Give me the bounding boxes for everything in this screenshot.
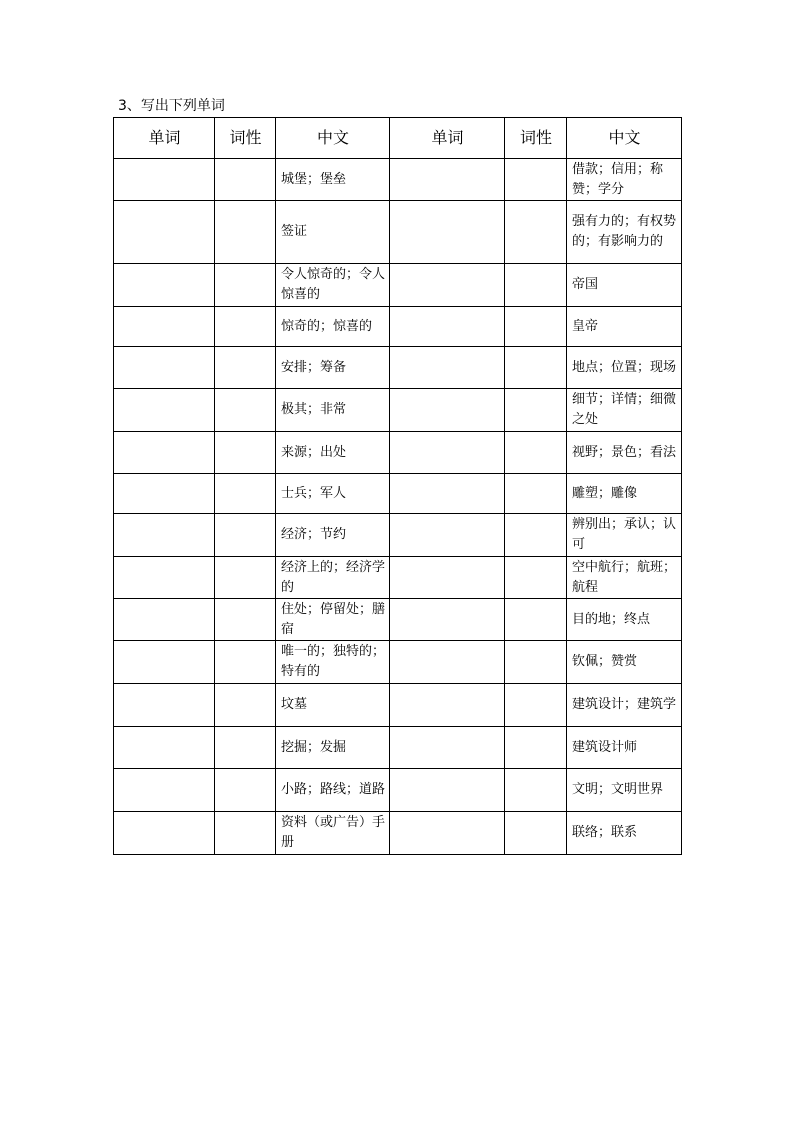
word-left-blank[interactable] — [114, 307, 215, 347]
pos-right-blank[interactable] — [505, 514, 567, 557]
table-row — [114, 557, 682, 599]
chinese-right-cell: 皇帝 — [567, 307, 682, 347]
table-row — [114, 769, 682, 812]
word-right-blank[interactable] — [390, 599, 505, 641]
chinese-right-cell: 地点；位置；现场 — [567, 347, 682, 389]
pos-right-blank[interactable] — [505, 159, 567, 201]
chinese-right-cell: 细节；详情；细微之处 — [567, 389, 682, 432]
pos-left-blank[interactable] — [215, 557, 276, 599]
pos-left-blank[interactable] — [215, 812, 276, 855]
chinese-right-cell: 文明；文明世界 — [567, 769, 682, 812]
word-left-blank[interactable] — [114, 389, 215, 432]
table-row — [114, 432, 682, 474]
pos-left-blank[interactable] — [215, 641, 276, 684]
chinese-left-cell: 签证 — [276, 201, 390, 264]
word-left-blank[interactable] — [114, 599, 215, 641]
word-left-blank[interactable] — [114, 474, 215, 514]
chinese-left-cell: 安排；筹备 — [276, 347, 390, 389]
pos-right-blank[interactable] — [505, 432, 567, 474]
table-row — [114, 599, 682, 641]
chinese-right-cell: 强有力的；有权势的；有影响力的 — [567, 201, 682, 264]
chinese-left-cell: 城堡；堡垒 — [276, 159, 390, 201]
chinese-left-cell: 经济上的；经济学的 — [276, 557, 390, 599]
pos-right-blank[interactable] — [505, 769, 567, 812]
chinese-left-cell: 令人惊奇的；令人惊喜的 — [276, 264, 390, 307]
pos-left-blank[interactable] — [215, 514, 276, 557]
word-right-blank[interactable] — [390, 514, 505, 557]
word-right-blank[interactable] — [390, 389, 505, 432]
pos-left-blank[interactable] — [215, 201, 276, 264]
header-chinese-left: 中文 — [276, 118, 390, 159]
pos-right-blank[interactable] — [505, 599, 567, 641]
table-row — [114, 307, 682, 347]
pos-left-blank[interactable] — [215, 347, 276, 389]
header-chinese-right: 中文 — [567, 118, 682, 159]
word-right-blank[interactable] — [390, 557, 505, 599]
pos-right-blank[interactable] — [505, 727, 567, 769]
table-row — [114, 159, 682, 201]
chinese-left-cell: 士兵；军人 — [276, 474, 390, 514]
vocabulary-table — [113, 117, 682, 855]
chinese-left-cell: 来源；出处 — [276, 432, 390, 474]
pos-left-blank[interactable] — [215, 769, 276, 812]
chinese-left-cell: 住处；停留处；膳宿 — [276, 599, 390, 641]
word-right-blank[interactable] — [390, 769, 505, 812]
word-right-blank[interactable] — [390, 684, 505, 727]
pos-right-blank[interactable] — [505, 347, 567, 389]
word-left-blank[interactable] — [114, 557, 215, 599]
chinese-right-cell: 雕塑；雕像 — [567, 474, 682, 514]
table-row — [114, 727, 682, 769]
chinese-left-cell: 小路；路线；道路 — [276, 769, 390, 812]
pos-left-blank[interactable] — [215, 159, 276, 201]
chinese-left-cell: 惊奇的；惊喜的 — [276, 307, 390, 347]
word-left-blank[interactable] — [114, 727, 215, 769]
word-right-blank[interactable] — [390, 812, 505, 855]
chinese-right-cell: 联络；联系 — [567, 812, 682, 855]
pos-left-blank[interactable] — [215, 599, 276, 641]
chinese-left-cell: 坟墓 — [276, 684, 390, 727]
pos-right-blank[interactable] — [505, 264, 567, 307]
pos-right-blank[interactable] — [505, 641, 567, 684]
chinese-right-cell: 视野；景色；看法 — [567, 432, 682, 474]
word-left-blank[interactable] — [114, 812, 215, 855]
pos-right-blank[interactable] — [505, 557, 567, 599]
chinese-left-cell: 资料（或广告）手册 — [276, 812, 390, 855]
worksheet-heading: 3、写出下列单词 — [118, 98, 225, 114]
chinese-left-cell: 经济；节约 — [276, 514, 390, 557]
pos-left-blank[interactable] — [215, 389, 276, 432]
word-right-blank[interactable] — [390, 201, 505, 264]
chinese-right-cell: 辨别出；承认；认可 — [567, 514, 682, 557]
word-left-blank[interactable] — [114, 264, 215, 307]
pos-left-blank[interactable] — [215, 264, 276, 307]
pos-left-blank[interactable] — [215, 307, 276, 347]
chinese-right-cell: 目的地；终点 — [567, 599, 682, 641]
chinese-right-cell: 钦佩；赞赏 — [567, 641, 682, 684]
pos-left-blank[interactable] — [215, 474, 276, 514]
chinese-left-cell: 唯一的；独特的；特有的 — [276, 641, 390, 684]
table-row — [114, 514, 682, 557]
word-left-blank[interactable] — [114, 432, 215, 474]
word-right-blank[interactable] — [390, 432, 505, 474]
word-right-blank[interactable] — [390, 474, 505, 514]
pos-left-blank[interactable] — [215, 432, 276, 474]
header-pos-left: 词性 — [215, 118, 276, 159]
chinese-left-cell: 极其；非常 — [276, 389, 390, 432]
table-row — [114, 684, 682, 727]
word-left-blank[interactable] — [114, 769, 215, 812]
word-left-blank[interactable] — [114, 514, 215, 557]
word-right-blank[interactable] — [390, 347, 505, 389]
table-row — [114, 389, 682, 432]
word-left-blank[interactable] — [114, 347, 215, 389]
word-left-blank[interactable] — [114, 159, 215, 201]
table-row — [114, 812, 682, 855]
chinese-right-cell: 借款；信用；称赞；学分 — [567, 159, 682, 201]
table-row — [114, 264, 682, 307]
pos-left-blank[interactable] — [215, 727, 276, 769]
chinese-left-cell: 挖掘；发掘 — [276, 727, 390, 769]
pos-right-blank[interactable] — [505, 812, 567, 855]
table-row — [114, 474, 682, 514]
chinese-right-cell: 建筑设计师 — [567, 727, 682, 769]
word-left-blank[interactable] — [114, 684, 215, 727]
pos-right-blank[interactable] — [505, 684, 567, 727]
header-pos-right: 词性 — [505, 118, 567, 159]
word-left-blank[interactable] — [114, 201, 215, 264]
word-right-blank[interactable] — [390, 641, 505, 684]
table-row — [114, 347, 682, 389]
header-word-left: 单词 — [114, 118, 215, 159]
word-right-blank[interactable] — [390, 727, 505, 769]
pos-left-blank[interactable] — [215, 684, 276, 727]
word-right-blank[interactable] — [390, 307, 505, 347]
word-left-blank[interactable] — [114, 641, 215, 684]
word-right-blank[interactable] — [390, 159, 505, 201]
header-word-right: 单词 — [390, 118, 505, 159]
chinese-right-cell: 空中航行；航班；航程 — [567, 557, 682, 599]
pos-right-blank[interactable] — [505, 474, 567, 514]
pos-right-blank[interactable] — [505, 201, 567, 264]
pos-right-blank[interactable] — [505, 307, 567, 347]
table-row — [114, 641, 682, 684]
table-row — [114, 201, 682, 264]
pos-right-blank[interactable] — [505, 389, 567, 432]
chinese-right-cell: 建筑设计；建筑学 — [567, 684, 682, 727]
word-right-blank[interactable] — [390, 264, 505, 307]
table-header-row — [114, 118, 682, 159]
chinese-right-cell: 帝国 — [567, 264, 682, 307]
